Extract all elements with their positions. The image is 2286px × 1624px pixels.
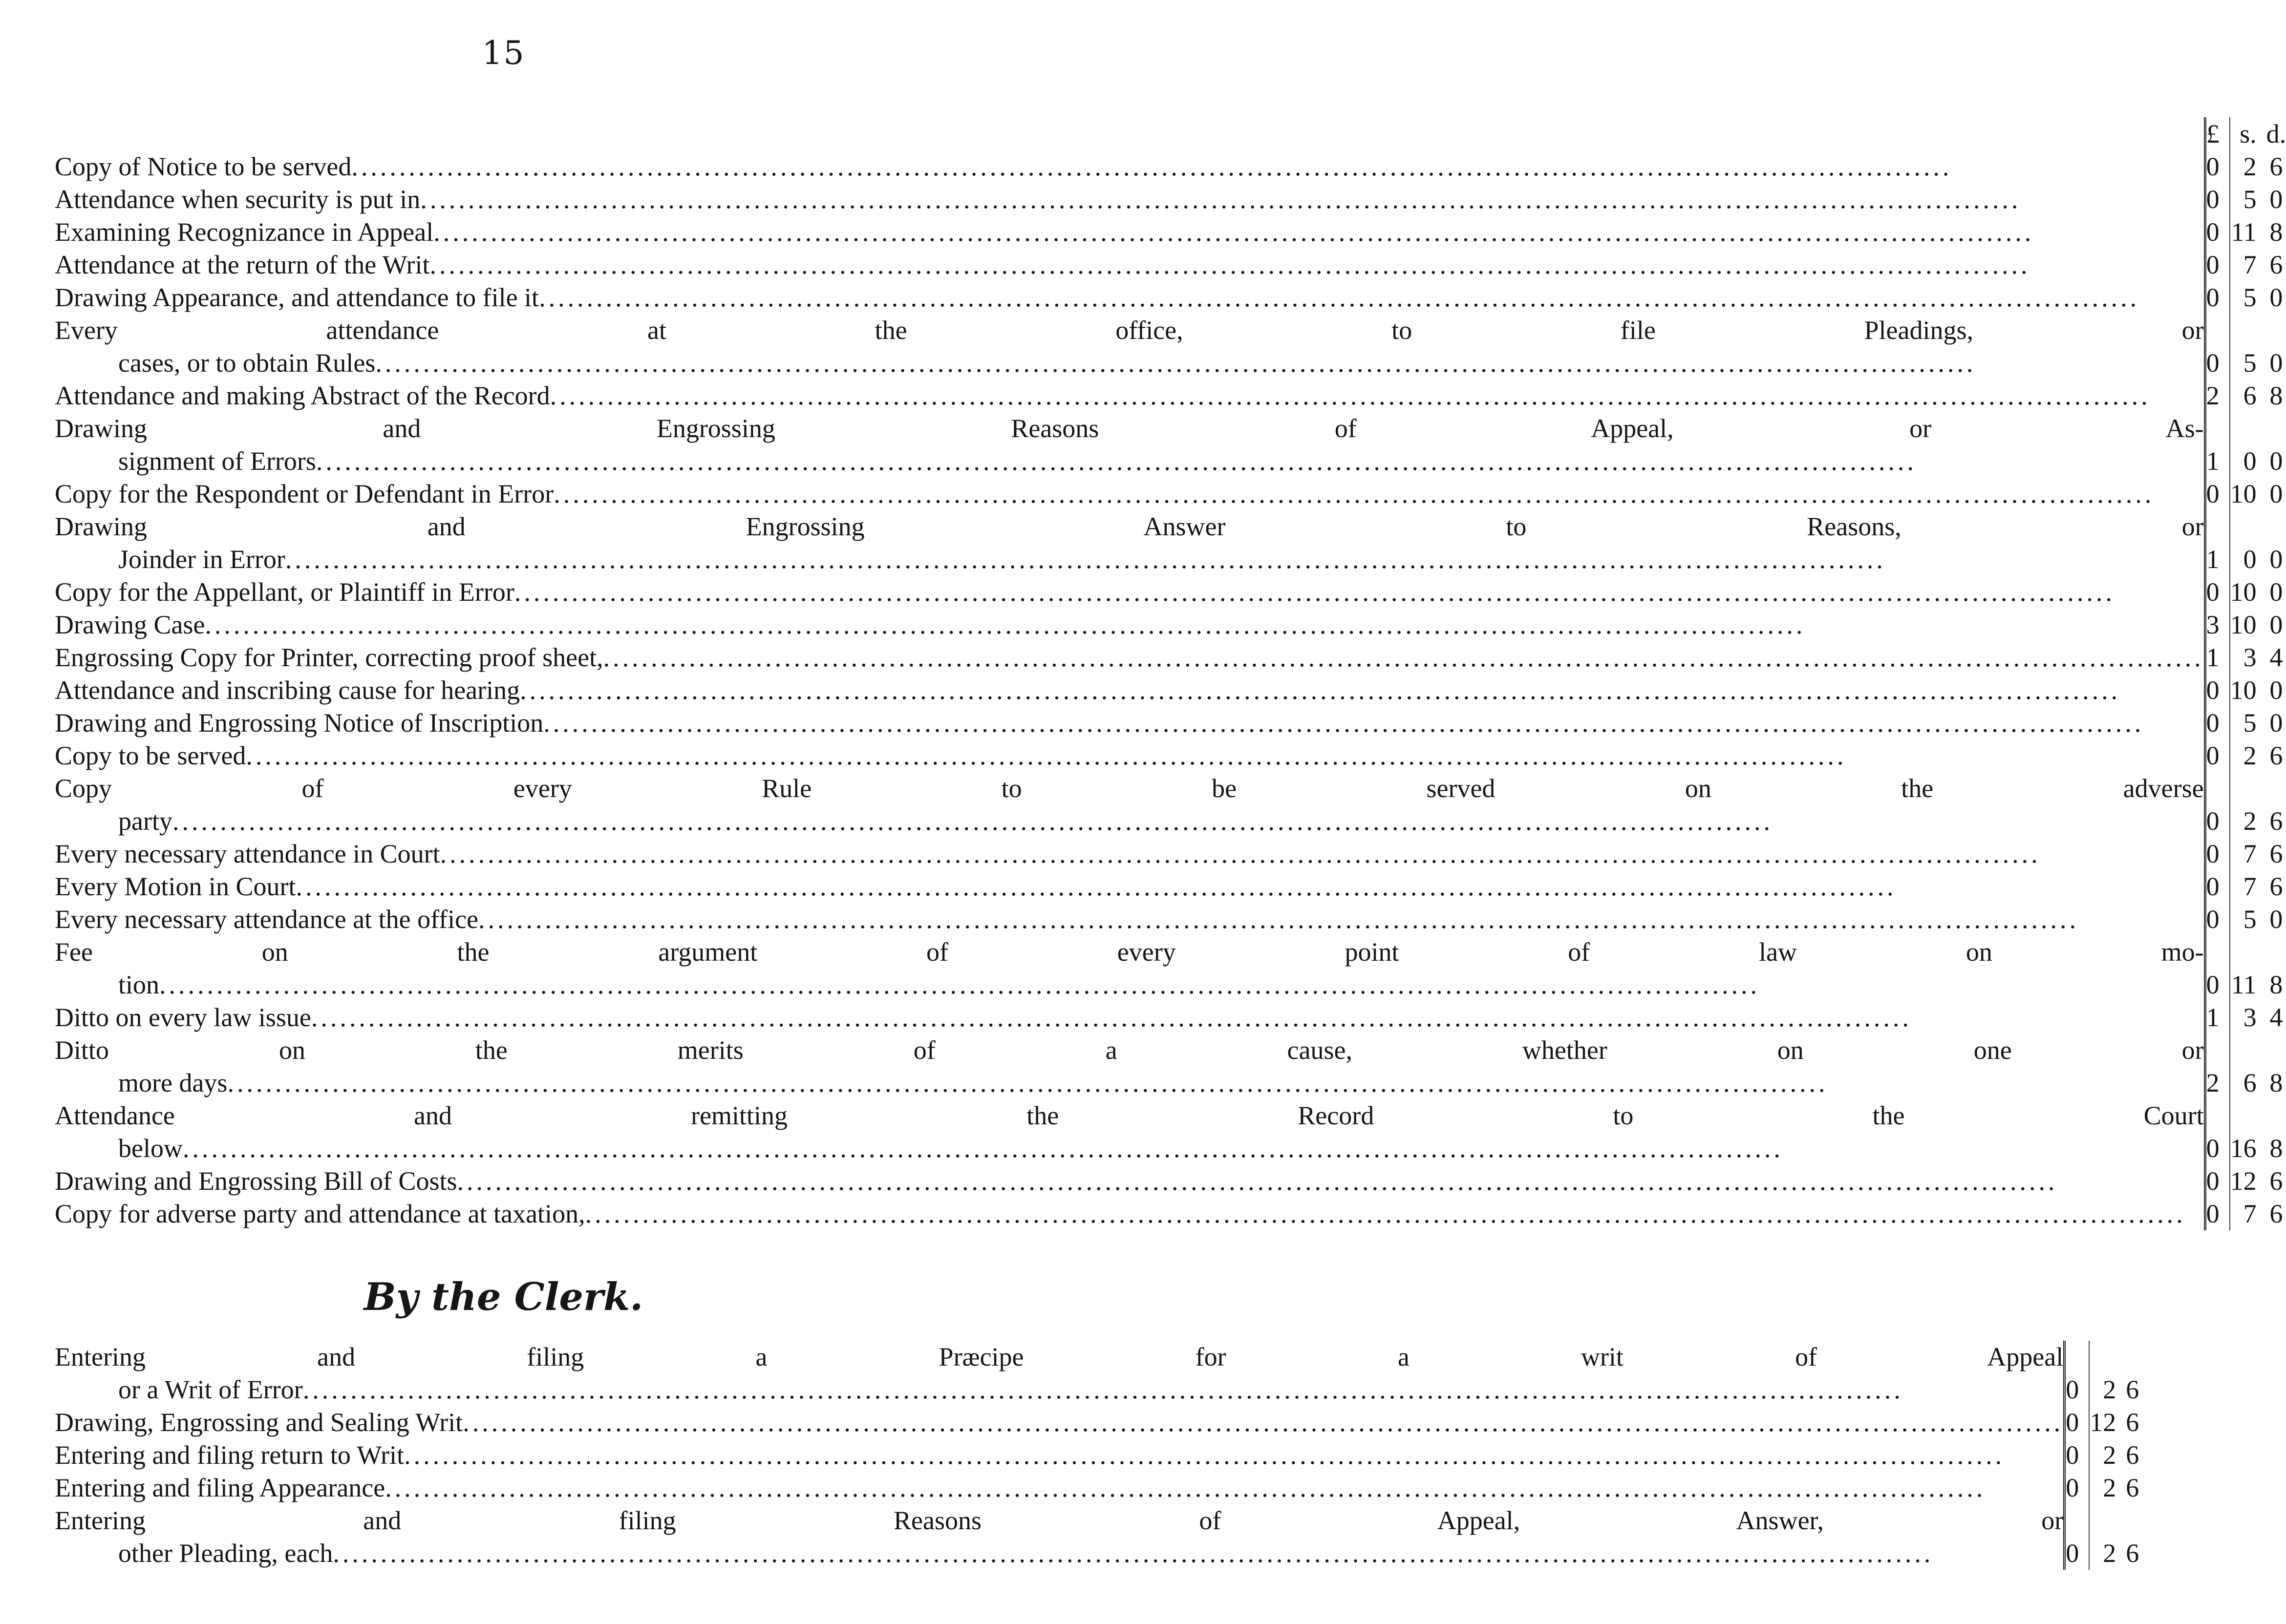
fee-description	[55, 674, 2205, 707]
fee-description-line: signment of Errors	[118, 446, 316, 476]
fee-description-line: Drawing and Engrossing Bill of Costs	[55, 1166, 457, 1196]
fee-description-line: Copy of every Rule to be served on the adverse	[55, 774, 2204, 803]
dot-leader	[385, 1472, 2063, 1504]
dot-leader	[585, 1198, 2204, 1230]
shillings-value: 6	[2230, 1034, 2266, 1099]
fee-description	[55, 249, 2205, 281]
pence-value: 6	[2269, 1199, 2283, 1228]
fee-description	[55, 739, 2205, 772]
shillings-value: 7	[2230, 249, 2266, 281]
dot-leader	[246, 739, 2203, 772]
pence-value: 8	[2269, 217, 2283, 247]
pence-value: 6	[2126, 1440, 2139, 1470]
fee-description	[55, 870, 2205, 903]
shillings-value: 5	[2230, 183, 2266, 216]
pounds-value: 2	[2205, 380, 2230, 412]
dot-leader	[543, 707, 2203, 739]
fee-description	[55, 903, 2205, 936]
clerk-heading: By the Clerk.	[363, 1275, 643, 1319]
pence-value: 8	[2269, 1068, 2283, 1097]
fee-row	[55, 1099, 2286, 1165]
dot-leader	[333, 1537, 2063, 1570]
fee-description-line: Copy of Notice to be served	[55, 152, 352, 181]
dot-leader	[351, 150, 2203, 183]
fee-row	[55, 772, 2286, 838]
fee-row	[55, 1439, 2139, 1472]
pence-value: 0	[2269, 185, 2283, 214]
shillings-value: 5	[2230, 903, 2266, 936]
pence-value: 6	[2269, 741, 2283, 770]
dot-leader	[539, 281, 2204, 314]
dot-leader	[430, 249, 2204, 281]
fee-description	[55, 1504, 2065, 1570]
pounds-value: 1	[2205, 510, 2230, 576]
fee-description-line: Attendance and remitting the Record to the Court	[55, 1101, 2204, 1130]
fee-description	[55, 641, 2205, 674]
dot-leader	[478, 903, 2204, 936]
shillings-value: 2	[2089, 1341, 2126, 1406]
dot-leader	[375, 347, 2203, 380]
fee-description	[55, 936, 2205, 1001]
fee-row	[55, 380, 2286, 412]
pounds-value: 0	[2205, 838, 2230, 870]
shillings-value: 7	[2230, 1198, 2266, 1230]
fee-row	[55, 216, 2286, 249]
dot-leader	[433, 216, 2203, 249]
pounds-value: 0	[2205, 183, 2230, 216]
fee-description-line: tion	[118, 970, 160, 999]
fee-row	[55, 903, 2286, 936]
pence-value: 0	[2269, 577, 2283, 607]
pounds-value: 0	[2205, 936, 2230, 1001]
pounds-value: 0	[2065, 1439, 2090, 1472]
fee-description-line: Drawing, Engrossing and Sealing Writ	[55, 1408, 463, 1437]
fee-description	[55, 510, 2205, 576]
pounds-header: £	[2205, 117, 2230, 150]
pounds-value: 0	[2205, 674, 2230, 707]
fee-row	[55, 739, 2286, 772]
fee-description-line: Attendance at the return of the Writ	[55, 250, 430, 279]
pence-value: 8	[2269, 1134, 2283, 1163]
shillings-value: 10	[2230, 478, 2266, 510]
clerk-fees-table	[55, 1341, 2139, 1570]
pounds-value: 0	[2205, 576, 2230, 609]
pounds-value: 0	[2205, 903, 2230, 936]
pence-value: 0	[2269, 348, 2283, 378]
fee-row	[55, 1034, 2286, 1099]
fee-description-line: Joinder in Error	[118, 545, 285, 574]
fees-body	[55, 150, 2286, 1230]
fee-description	[55, 1472, 2065, 1504]
pence-value: 0	[2269, 610, 2283, 639]
fee-description-line: Examining Recognizance in Appeal	[55, 217, 434, 247]
pence-value: 8	[2269, 381, 2283, 410]
pounds-value: 0	[2205, 870, 2230, 903]
shillings-value: 5	[2230, 281, 2266, 314]
pounds-value: 0	[2205, 1198, 2230, 1230]
shillings-value: 3	[2230, 641, 2266, 674]
pounds-value: 0	[2205, 216, 2230, 249]
fee-description-line: Entering and filing Appearance	[55, 1473, 385, 1502]
shillings-value: 2	[2230, 150, 2266, 183]
shillings-value: 0	[2230, 412, 2266, 478]
fee-row	[55, 314, 2286, 380]
column-header-row	[55, 117, 2286, 150]
fee-row	[55, 412, 2286, 478]
fee-row	[55, 576, 2286, 609]
fee-description-line: Copy for the Respondent or Defendant in Error	[55, 479, 554, 508]
pence-header: d.	[2266, 119, 2286, 148]
pounds-value: 1	[2205, 412, 2230, 478]
shillings-value: 7	[2230, 870, 2266, 903]
fee-description	[55, 1034, 2205, 1099]
fee-description-line: Copy for adverse party and attendance at taxation,	[55, 1199, 585, 1228]
dot-leader	[303, 1373, 2064, 1406]
pounds-value: 0	[2205, 478, 2230, 510]
fee-description	[55, 576, 2205, 609]
fee-row	[55, 510, 2286, 576]
pence-value: 0	[2269, 545, 2283, 574]
shillings-value: 5	[2230, 314, 2266, 380]
fee-description-line: Every attendance at the office, to file Pleadings, or	[55, 316, 2204, 345]
pounds-value: 1	[2205, 641, 2230, 674]
fee-row	[55, 1472, 2139, 1504]
pounds-value: 3	[2205, 609, 2230, 641]
pence-value: 6	[2269, 152, 2283, 181]
fee-description-line: Drawing and Engrossing Notice of Inscription	[55, 708, 544, 738]
fee-description	[55, 380, 2205, 412]
fee-description-line: Entering and filing Reasons of Appeal, Answer, or	[55, 1506, 2064, 1535]
pounds-value: 0	[2205, 707, 2230, 739]
fee-description	[55, 707, 2205, 739]
pence-value: 4	[2269, 1003, 2283, 1032]
fee-row	[55, 674, 2286, 707]
fee-description-line: other Pleading, each	[118, 1539, 333, 1568]
shillings-value: 5	[2230, 707, 2266, 739]
pence-value: 6	[2269, 250, 2283, 279]
pence-value: 0	[2269, 675, 2283, 705]
shillings-value: 2	[2089, 1472, 2126, 1504]
fee-row	[55, 478, 2286, 510]
shillings-value: 2	[2089, 1439, 2126, 1472]
dot-leader	[457, 1165, 2203, 1198]
fee-description-line: Drawing Case	[55, 610, 205, 639]
shillings-value: 11	[2230, 936, 2266, 1001]
fee-description-line: Fee on the argument of every point of law on mo-	[55, 937, 2204, 967]
shillings-value: 12	[2230, 1165, 2266, 1198]
fee-description	[55, 838, 2205, 870]
fee-row	[55, 641, 2286, 674]
pounds-value: 0	[2205, 1165, 2230, 1198]
shillings-value: 2	[2230, 772, 2266, 838]
dot-leader	[514, 576, 2204, 609]
pence-value: 0	[2269, 283, 2283, 312]
pence-value: 0	[2269, 905, 2283, 934]
fee-row	[55, 249, 2286, 281]
fee-row	[55, 1198, 2286, 1230]
pounds-value: 0	[2065, 1472, 2090, 1504]
pence-value: 8	[2269, 970, 2283, 999]
pence-value: 6	[2269, 806, 2283, 836]
fee-description	[55, 412, 2205, 478]
shillings-header: s.	[2230, 117, 2266, 150]
shillings-value: 16	[2230, 1099, 2266, 1165]
shillings-value: 11	[2230, 216, 2266, 249]
pounds-value: 0	[2065, 1504, 2090, 1570]
shillings-value: 10	[2230, 576, 2266, 609]
fee-row	[55, 1504, 2139, 1570]
fee-description-line: Engrossing Copy for Printer, correcting proof sheet,	[55, 643, 603, 672]
dot-leader	[227, 1067, 2203, 1099]
fee-description	[55, 281, 2205, 314]
fee-row	[55, 609, 2286, 641]
fee-row	[55, 1001, 2286, 1034]
dot-leader	[550, 380, 2204, 412]
pounds-value: 2	[2205, 1034, 2230, 1099]
pence-value: 6	[2126, 1375, 2139, 1404]
fee-row	[55, 838, 2286, 870]
fee-description	[55, 1439, 2065, 1472]
pounds-value: 0	[2205, 249, 2230, 281]
fee-description-line: Copy for the Appellant, or Plaintiff in Error	[55, 577, 514, 607]
dot-leader	[420, 183, 2203, 216]
dot-leader	[404, 1439, 2063, 1472]
pounds-value: 0	[2065, 1341, 2090, 1406]
fee-description	[55, 478, 2205, 510]
shillings-value: 10	[2230, 609, 2266, 641]
fee-row	[55, 1406, 2139, 1439]
fee-description-line: cases, or to obtain Rules	[118, 348, 376, 378]
shillings-value: 0	[2230, 510, 2266, 576]
dot-leader	[603, 641, 2204, 674]
fee-description	[55, 1341, 2065, 1406]
fee-description-line: Attendance and inscribing cause for hearing	[55, 675, 520, 705]
clerk-fees-body	[55, 1341, 2139, 1570]
dot-leader	[440, 838, 2204, 870]
pence-value: 0	[2269, 446, 2283, 476]
dot-leader	[285, 543, 2204, 576]
fee-description-line: Entering and filing a Præcipe for a writ of Appeal	[55, 1342, 2064, 1371]
fee-description	[55, 216, 2205, 249]
fee-description-line: Drawing and Engrossing Reasons of Appeal, or As-	[55, 414, 2204, 443]
fee-description-line: Drawing and Engrossing Answer to Reasons, or	[55, 512, 2204, 541]
fee-description-line: or a Writ of Error	[118, 1375, 303, 1404]
fee-row	[55, 281, 2286, 314]
fee-row	[55, 183, 2286, 216]
pounds-value: 0	[2205, 281, 2230, 314]
pence-value: 6	[2269, 872, 2283, 901]
pence-value: 6	[2269, 839, 2283, 868]
pounds-value: 0	[2205, 314, 2230, 380]
fee-description	[55, 609, 2205, 641]
fee-description	[55, 150, 2205, 183]
fee-description	[55, 183, 2205, 216]
fee-description-line: Attendance when security is put in	[55, 185, 421, 214]
fee-description-line: Ditto on every law issue	[55, 1003, 311, 1032]
fee-description	[55, 1406, 2065, 1439]
pounds-value: 1	[2205, 1001, 2230, 1034]
page-number: 15	[482, 34, 525, 72]
pence-value: 6	[2126, 1408, 2139, 1437]
shillings-value: 3	[2230, 1001, 2266, 1034]
fee-description-line: Copy to be served	[55, 741, 246, 770]
pounds-value: 0	[2205, 1099, 2230, 1165]
pence-value: 6	[2126, 1539, 2139, 1568]
fee-description	[55, 1198, 2205, 1230]
pence-value: 0	[2269, 479, 2283, 508]
fee-row	[55, 936, 2286, 1001]
fee-description	[55, 1165, 2205, 1198]
fee-row	[55, 1165, 2286, 1198]
fee-description	[55, 1099, 2205, 1165]
fee-row	[55, 707, 2286, 739]
shillings-value: 2	[2089, 1504, 2126, 1570]
fee-description-line: Attendance and making Abstract of the Record	[55, 381, 550, 410]
fees-table	[55, 117, 2286, 1230]
fee-description-line: more days	[118, 1068, 228, 1097]
shillings-value: 2	[2230, 739, 2266, 772]
dot-leader	[159, 969, 2204, 1001]
dot-leader	[205, 609, 2203, 641]
fee-row	[55, 870, 2286, 903]
dot-leader	[316, 445, 2204, 478]
fee-row	[55, 150, 2286, 183]
dot-leader	[520, 674, 2203, 707]
fee-description	[55, 314, 2205, 380]
shillings-value: 10	[2230, 674, 2266, 707]
shillings-value: 6	[2230, 380, 2266, 412]
fee-description-line: party	[118, 806, 172, 836]
fee-description-line: below	[118, 1134, 183, 1163]
pounds-value: 0	[2205, 772, 2230, 838]
fee-description-line: Every necessary attendance at the office	[55, 905, 479, 934]
dot-leader	[296, 870, 2203, 903]
fee-description-line: Drawing Appearance, and attendance to file it	[55, 283, 539, 312]
pounds-value: 0	[2205, 150, 2230, 183]
fee-description	[55, 1001, 2205, 1034]
pounds-value: 0	[2205, 739, 2230, 772]
fee-description-line: Every Motion in Court	[55, 872, 296, 901]
dot-leader	[554, 478, 2203, 510]
pence-value: 6	[2269, 1166, 2283, 1196]
pence-value: 0	[2269, 708, 2283, 738]
fee-row	[55, 1341, 2139, 1406]
fee-description-line: Entering and filing return to Writ	[55, 1440, 405, 1470]
fee-description	[55, 772, 2205, 838]
pence-value: 6	[2126, 1473, 2139, 1502]
fee-description-line: Every necessary attendance in Court	[55, 839, 440, 868]
pounds-value: 0	[2065, 1406, 2090, 1439]
pence-value: 4	[2269, 643, 2283, 672]
dot-leader	[311, 1001, 2204, 1034]
fee-description-line: Ditto on the merits of a cause, whether on one or	[55, 1035, 2204, 1065]
dot-leader	[172, 805, 2204, 838]
shillings-value: 12	[2089, 1406, 2126, 1439]
shillings-value: 7	[2230, 838, 2266, 870]
dot-leader	[183, 1132, 2204, 1165]
dot-leader	[463, 1406, 2063, 1439]
